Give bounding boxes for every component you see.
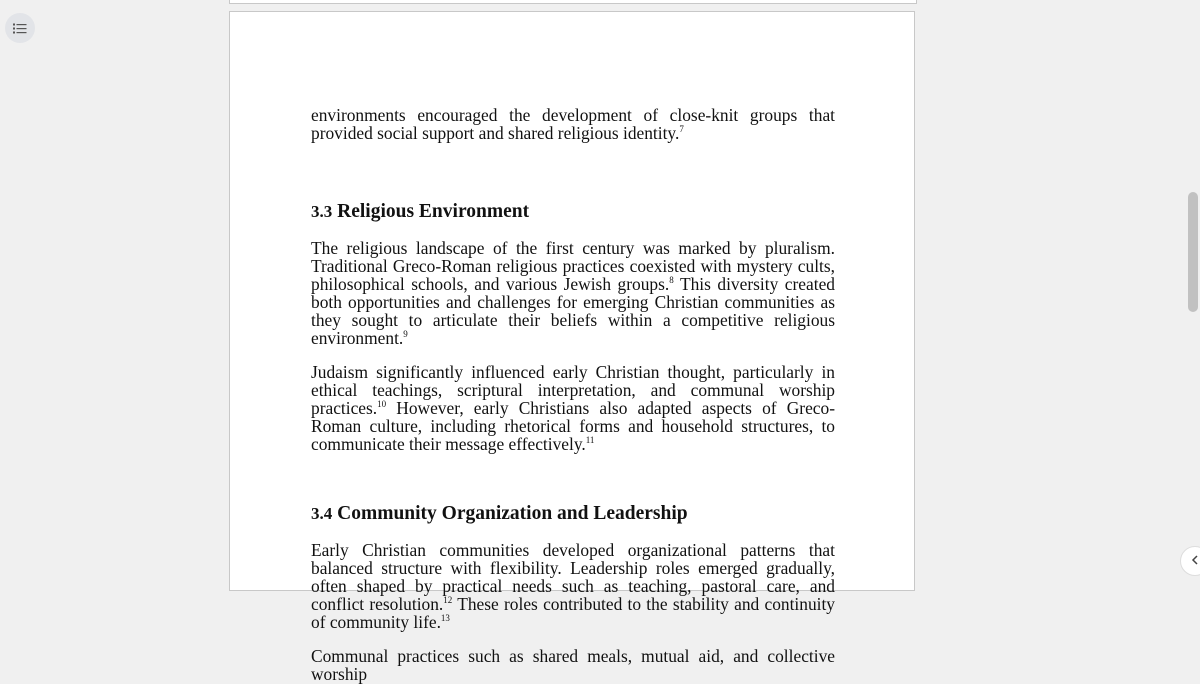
document-page [229, 11, 915, 684]
footnote-ref[interactable]: 9 [403, 329, 408, 339]
footnote-ref[interactable]: 13 [440, 613, 450, 623]
previous-page-edge [229, 0, 917, 4]
paragraph-3-3-1 [311, 239, 835, 347]
paragraph-text: These roles contributed to the stability and continuity of community life. [311, 594, 835, 632]
section-title: Community Organization and Leadership [337, 503, 688, 524]
paragraph-3-4-2 [311, 647, 835, 683]
paragraph-text: However, early Christians also adapted aspects of Greco-Roman culture, including rhetorical forms and household structures, to communicate their message effectively. [311, 398, 835, 454]
collapse-panel-button[interactable] [1180, 546, 1200, 576]
section-heading-3-4 [311, 503, 835, 525]
paragraph-text: Early Christian communities developed organizational patterns that balanced structure with flexibility. Leadership roles emerged gradually, often shaped by practical needs such as teaching, pastoral care, and conflict resolution. [311, 540, 835, 614]
section-number: 3.3 [311, 202, 333, 221]
paragraph-text: This diversity created both opportunities and challenges for emerging Christian communities as they sought to articulate their beliefs within a competitive religious environment. [311, 274, 835, 348]
vertical-scrollbar-thumb[interactable] [1188, 192, 1198, 312]
paragraph-text: Judaism significantly influenced early Christian thought, particularly in ethical teachings, scriptural interpretation, and communal worship practices. [311, 362, 835, 418]
footnote-ref[interactable]: 12 [443, 595, 453, 605]
chevron-left-icon [1191, 552, 1199, 570]
list-icon [13, 23, 27, 34]
section-title: Religious Environment [337, 201, 530, 222]
paragraph-intro [311, 106, 835, 142]
paragraph-text: environments encouraged the development of close-knit groups that provided social support and shared religious identity. [311, 105, 835, 143]
paragraph-3-4-1 [311, 541, 835, 631]
footnote-ref[interactable]: 11 [585, 435, 595, 445]
paragraph-text: The religious landscape of the first century was marked by pluralism. Traditional Greco-Roman religious practices coexisted with mystery cults, philosophical schools, and various Jewish groups. [311, 238, 835, 294]
section-heading-3-3 [311, 201, 835, 223]
outline-toggle-button[interactable] [5, 13, 35, 43]
section-number: 3.4 [311, 504, 333, 523]
footnote-ref[interactable]: 8 [669, 275, 674, 285]
page-content [311, 92, 835, 683]
paragraph-text: Communal practices such as shared meals, mutual aid, and collective worship [311, 646, 835, 684]
footnote-ref[interactable]: 10 [377, 399, 387, 409]
paragraph-3-3-2 [311, 363, 835, 453]
footnote-ref[interactable]: 7 [679, 124, 684, 134]
